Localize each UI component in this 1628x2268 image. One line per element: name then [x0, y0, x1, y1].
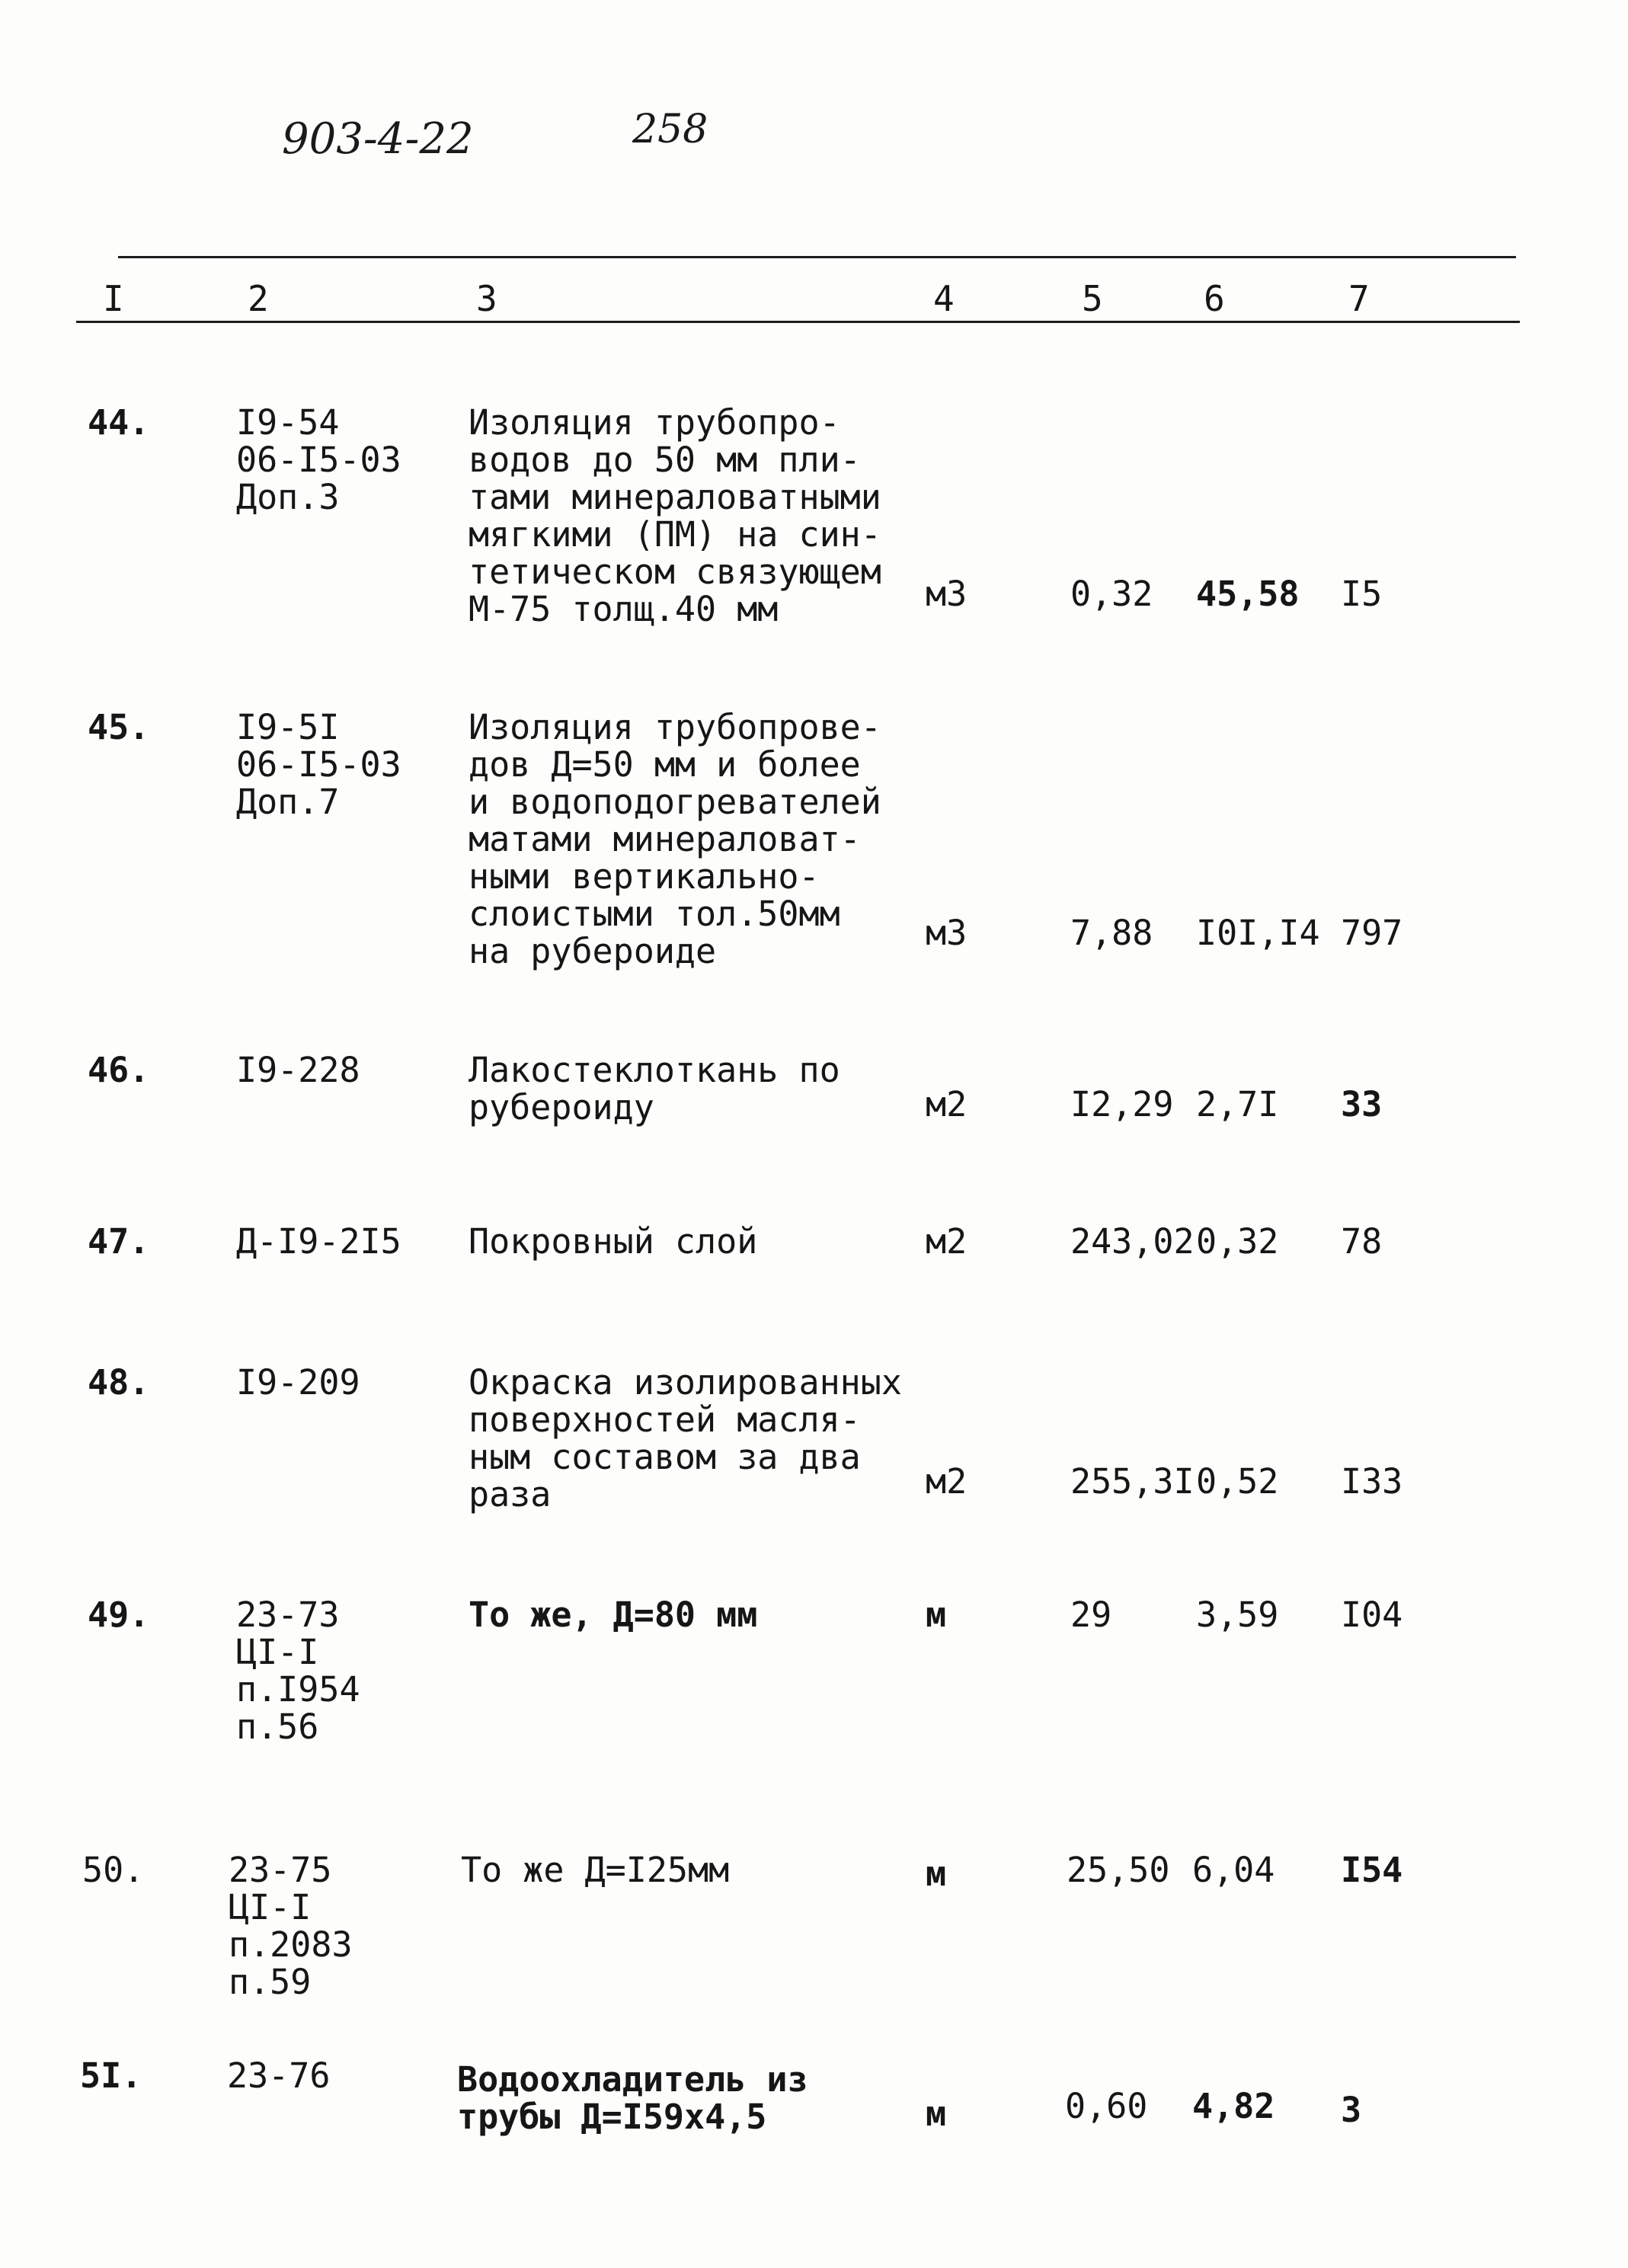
row-unit: м2 — [926, 1461, 968, 1502]
row-price: 6,04 — [1192, 1850, 1275, 1890]
row-code: I9-54 06-I5-03 Доп.3 — [236, 402, 401, 517]
column-header-1: I — [103, 278, 124, 319]
row-unit: м2 — [926, 1084, 968, 1124]
row-description: То же, Д=80 мм — [469, 1595, 758, 1635]
row-quantity: 0,32 — [1070, 574, 1153, 614]
row-unit: м3 — [926, 574, 968, 614]
row-total: 78 — [1341, 1221, 1383, 1262]
row-quantity: 29 — [1070, 1595, 1112, 1635]
row-code: I9-5I 06-I5-03 Доп.7 — [236, 707, 401, 822]
row-quantity: 243,02 — [1070, 1221, 1195, 1262]
row-number: 45. — [88, 707, 150, 747]
row-price: 4,82 — [1192, 2086, 1275, 2126]
row-quantity: 0,60 — [1065, 2086, 1148, 2126]
row-description: Покровный слой — [469, 1221, 758, 1262]
row-code: Д-I9-2I5 — [236, 1221, 401, 1262]
column-header-6: 6 — [1204, 278, 1225, 319]
column-header-7: 7 — [1348, 278, 1370, 319]
row-quantity: I2,29 — [1070, 1084, 1174, 1124]
row-unit: м2 — [926, 1221, 968, 1262]
row-description: Окраска изолированных поверхностей масля- ным составом за два раза — [469, 1362, 902, 1515]
table-top-rule — [118, 256, 1516, 258]
table-header-rule — [76, 321, 1520, 323]
row-total: I33 — [1341, 1461, 1403, 1502]
row-code: 23-76 — [227, 2055, 331, 2096]
row-price: 45,58 — [1196, 574, 1300, 614]
row-unit: м — [926, 1595, 947, 1635]
column-header-4: 4 — [933, 278, 955, 319]
row-quantity: 255,3I — [1070, 1461, 1195, 1502]
column-header-2: 2 — [248, 278, 269, 319]
row-total: I54 — [1341, 1850, 1403, 1890]
document-code: 903-4-22 — [282, 114, 474, 164]
row-unit: м — [926, 1854, 947, 1894]
row-description: То же Д=I25мм — [461, 1850, 730, 1890]
row-price: 2,7I — [1196, 1084, 1279, 1124]
row-description: Изоляция трубопро- водов до 50 мм пли- тами минераловатными мягкими (ПМ) на син- тетическом связующем М-75 толщ.40 мм — [469, 402, 881, 629]
row-code: 23-75 ЦI-I п.2083 п.59 — [229, 1850, 353, 2002]
row-price: 3,59 — [1196, 1595, 1279, 1635]
sheet-number: 258 — [632, 107, 708, 152]
row-number: 5I. — [80, 2055, 142, 2096]
row-description: Лакостеклоткань по рубероиду — [469, 1050, 840, 1128]
column-header-5: 5 — [1082, 278, 1103, 319]
row-quantity: 7,88 — [1070, 913, 1153, 953]
row-code: I9-209 — [236, 1362, 360, 1403]
row-number: 50. — [82, 1850, 145, 1890]
row-description: Водоохладитель из трубы Д=I59х4,5 — [457, 2059, 808, 2137]
row-total: I5 — [1341, 574, 1383, 614]
row-description: Изоляция трубопрове- дов Д=50 мм и более и водоподогревателей матами минераловат- ными вертикально- слоистыми тол.50мм на рубероиде — [469, 707, 881, 971]
row-number: 44. — [88, 402, 150, 443]
row-code: I9-228 — [236, 1050, 360, 1090]
row-price: 0,52 — [1196, 1461, 1279, 1502]
row-total: 33 — [1341, 1084, 1383, 1124]
row-number: 47. — [88, 1221, 150, 1262]
row-number: 46. — [88, 1050, 150, 1090]
row-unit: м — [926, 2094, 947, 2134]
row-price: 0,32 — [1196, 1221, 1279, 1262]
row-number: 48. — [88, 1362, 150, 1403]
row-total: 3 — [1341, 2090, 1362, 2130]
column-header-3: 3 — [476, 278, 497, 319]
row-number: 49. — [88, 1595, 150, 1635]
row-unit: м3 — [926, 913, 968, 953]
row-total: I04 — [1341, 1595, 1403, 1635]
row-code: 23-73 ЦI-I п.I954 п.56 — [236, 1595, 360, 1747]
row-quantity: 25,50 — [1067, 1850, 1170, 1890]
row-total: 797 — [1341, 913, 1403, 953]
row-price: I0I,I4 — [1196, 913, 1320, 953]
